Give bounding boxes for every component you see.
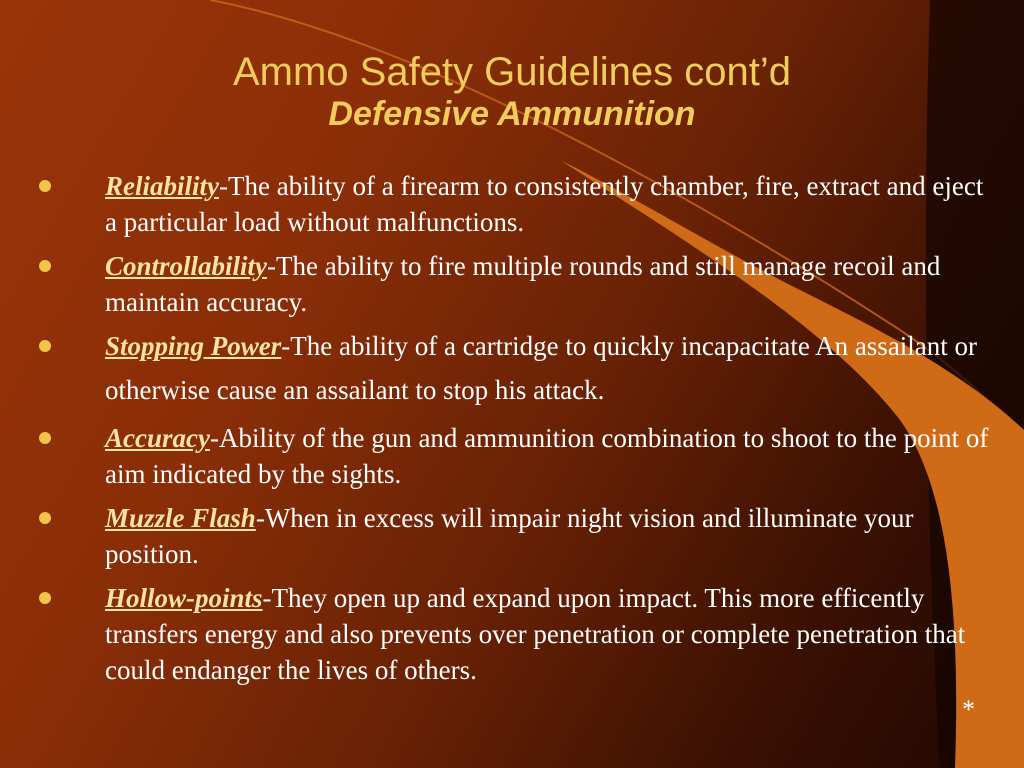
term-separator: - bbox=[255, 503, 265, 533]
list-item bbox=[35, 500, 1000, 572]
term-description: The ability of a firearm to consistently chamber, fire, extract and eject a particular load without malfunctions. bbox=[105, 171, 984, 237]
bullet-list bbox=[35, 168, 1000, 696]
term-separator: - bbox=[219, 171, 228, 201]
term-separator: - bbox=[281, 331, 291, 361]
bullet-dot-icon bbox=[39, 432, 51, 444]
term-label: Accuracy bbox=[105, 423, 210, 453]
term-description: The ability to fire multiple rounds and still manage recoil and maintain accuracy. bbox=[105, 251, 941, 317]
title-block bbox=[0, 50, 1024, 134]
term-description: They open up and expand upon impact. This more efficently transfers energy and also prevents over penetration or complete penetration that could endanger the lives of others. bbox=[105, 583, 966, 685]
term-label: Hollow-points bbox=[105, 583, 263, 613]
footer-asterisk: * bbox=[962, 695, 975, 724]
slide-subtitle: Defensive Ammunition bbox=[328, 95, 696, 133]
bullet-dot-icon bbox=[39, 180, 51, 192]
slide-title: Ammo Safety Guidelines cont’d bbox=[232, 50, 792, 94]
list-item bbox=[35, 324, 1000, 412]
term-label: Muzzle Flash bbox=[105, 503, 256, 533]
bullet-dot-icon bbox=[39, 592, 51, 604]
list-item bbox=[35, 168, 1000, 240]
term-label: Stopping Power bbox=[105, 331, 282, 361]
list-item bbox=[35, 420, 1000, 492]
term-separator: - bbox=[267, 251, 277, 281]
bullet-dot-icon bbox=[39, 340, 51, 352]
term-label: Reliability bbox=[105, 171, 219, 201]
list-item bbox=[35, 248, 1000, 320]
term-description: The ability of a cartridge to quickly incapacitate An assailant or otherwise cause an assailant to stop his attack. bbox=[105, 331, 978, 405]
list-item bbox=[35, 580, 1000, 688]
term-description: When in excess will impair night vision and illuminate your position. bbox=[105, 503, 914, 569]
term-separator: - bbox=[262, 583, 272, 613]
bullet-dot-icon bbox=[39, 260, 51, 272]
term-description: Ability of the gun and ammunition combination to shoot to the point of aim indicated by the sights. bbox=[105, 423, 989, 489]
bullet-dot-icon bbox=[39, 512, 51, 524]
term-label: Controllability bbox=[105, 251, 268, 281]
term-separator: - bbox=[209, 423, 219, 453]
